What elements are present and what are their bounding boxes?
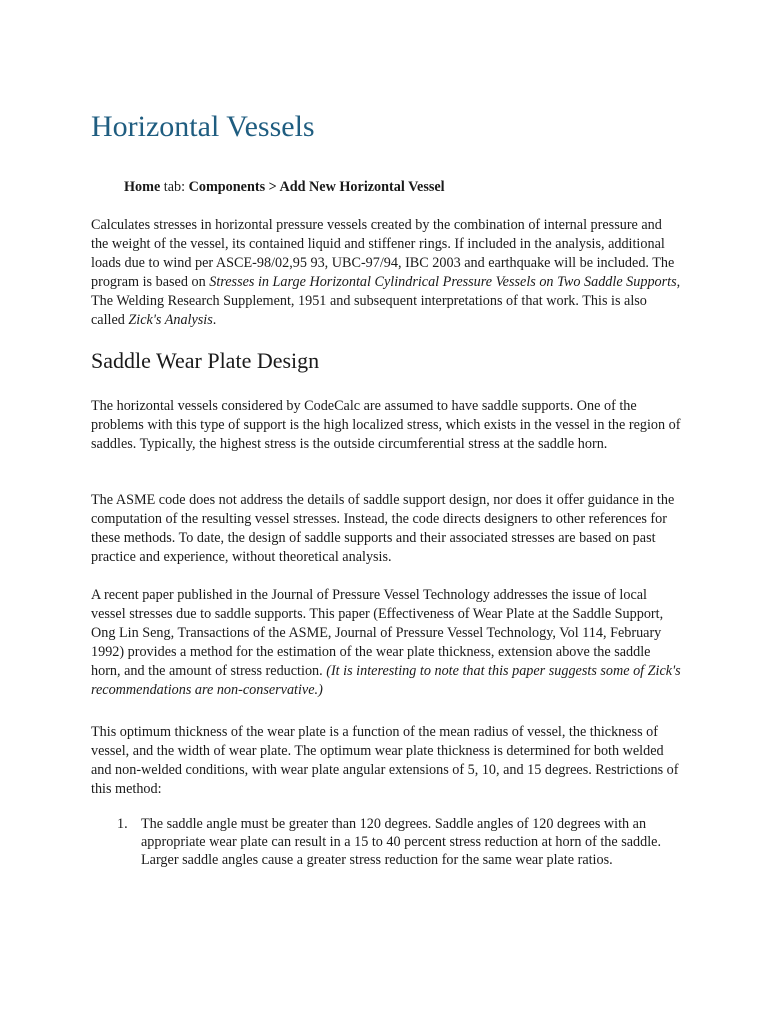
intro-text-3: . xyxy=(212,312,217,328)
intro-text-2: , The Welding Research Supplement, 1951 and subsequent interpretations of that work. This is also called xyxy=(91,274,681,328)
list-item-number: 1. xyxy=(117,816,128,832)
section-title: Saddle Wear Plate Design xyxy=(91,348,320,373)
list-item-text: The saddle angle must be greater than 120 degrees. Saddle angles of 120 degrees with an appropriate wear plate can result in a 15 to 40 percent stress reduction at horn of the saddle. Larger saddle angles cause a greater stress reduction for the same wear plate ratios. xyxy=(141,816,662,868)
analysis-name: Zick's Analysis xyxy=(128,312,213,328)
section-paragraph-3 xyxy=(91,586,681,700)
restrictions-list xyxy=(117,815,681,869)
breadcrumb-path: Components > Add New Horizontal Vessel xyxy=(188,179,445,195)
intro-text-1: Calculates stresses in horizontal pressure vessels created by the combination of internal pressure and the weight of the vessel, its contained liquid and stiffener rings. If included in the analysis, additional loads due to wind per ASCE-98/02,95 93, UBC-97/94, IBC 2003 and earthquake will be included. The program is based on xyxy=(91,217,675,290)
section-paragraph-4: This optimum thickness of the wear plate is a function of the mean radius of vessel, the thickness of vessel, and the width of wear plate. The optimum wear plate thickness is determined for both welded and non-welded conditions, with wear plate angular extensions of 5, 10, and 15 degrees. Restrictions of this method: xyxy=(91,724,679,797)
section-paragraph-2: The ASME code does not address the details of saddle support design, nor does it offer guidance in the computation of the resulting vessel stresses. Instead, the code directs designers to other references for these methods. To date, the design of saddle supports and their associated stresses are based on past practice and experience, without theoretical analysis. xyxy=(91,492,675,565)
reference-title: Stresses in Large Horizontal Cylindrical Pressure Vessels on Two Saddle Supports xyxy=(209,274,677,290)
section-paragraph-1: The horizontal vessels considered by CodeCalc are assumed to have saddle supports. One of the problems with this type of support is the high localized stress, which exists in the vessel in the region of saddles. Typically, the highest stress is the outside circumferential stress at the saddle horn. xyxy=(91,398,681,452)
intro-paragraph xyxy=(91,216,681,330)
paragraph-3-text: A recent paper published in the Journal of Pressure Vessel Technology addresses the issue of local vessel stresses due to saddle supports. This paper (Effectiveness of Wear Plate at the Saddle Support, Ong Lin Seng, Transactions of the ASME, Journal of Pressure Vessel Technology, Vol 114, February 1992) provides a method for the estimation of the wear plate thickness, extension above the saddle horn, and the amount of stress reduction. xyxy=(91,587,664,679)
breadcrumb-tab-label: tab: xyxy=(160,179,189,195)
breadcrumb xyxy=(124,178,445,197)
breadcrumb-home: Home xyxy=(124,179,161,195)
page-title: Horizontal Vessels xyxy=(91,110,315,143)
list-item xyxy=(117,815,681,869)
paragraph-3-note: (It is interesting to note that this paper suggests some of Zick's recommendations are non-conservative.) xyxy=(91,663,681,698)
